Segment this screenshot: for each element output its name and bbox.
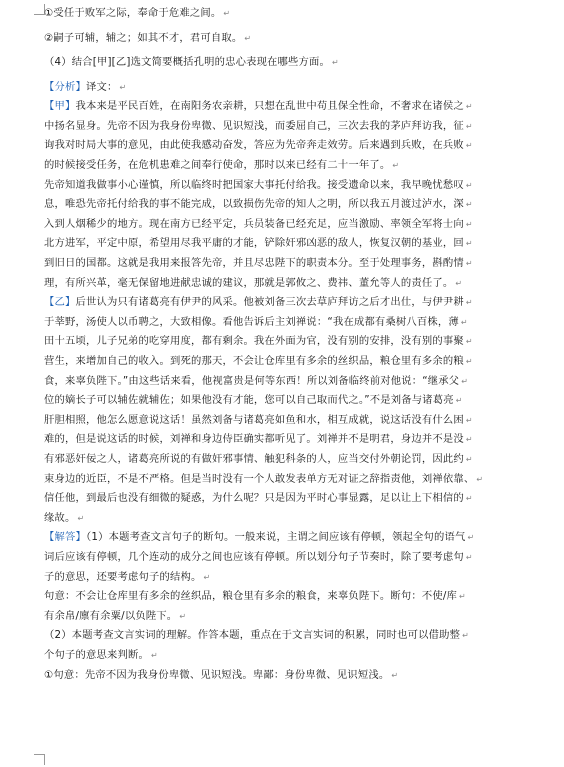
text-line [44,31,528,46]
line-text: 息，唯恐先帝托付给我的事不能完成，以致损伤先帝的知人之明，所以我五月渡过泸水，深 [44,198,464,211]
line-text: （4）结合[甲][乙]选文简要概括孔明的忠心表现在哪些方面。 [44,56,331,68]
line-text: 译文： [86,80,118,93]
paragraph-mark-icon: ↵ [465,141,473,151]
paragraph-mark-icon: ↵ [465,552,473,562]
line-text: 入到人烟稀少的地方。现在南方已经平定，兵员装备已经充足，应当激励、率领全军将士向 [44,217,464,230]
text-line [44,491,528,506]
line-text: ①受任于败军之际，奉命于危难之间。 [44,7,222,19]
paragraph-mark-icon: ↵ [465,180,473,190]
line-text: 有邪恶奸佞之人，诸葛亮所说的有做奸邪事情、触犯科条的人，应当交付外朝论罚，因此约 [44,452,464,465]
line-text: 田十五顷，儿子兄弟的吃穿用度，都有剩余。我在外面为官，没有别的安排，没有别的事聚 [44,335,464,348]
text-line [44,276,528,291]
paragraph-mark-icon: ↵ [465,219,473,229]
paragraph-mark-icon: ↵ [332,58,339,67]
paragraph-mark-icon: ↵ [455,278,463,288]
paragraph-mark-icon: ↵ [461,376,469,386]
line-text: ①句意：先帝不因为我身份卑微、见识短浅。卑鄙：身份卑微、见识短浅。 [44,668,390,681]
text-line [44,452,528,467]
text-line [44,648,528,663]
text-line [44,217,528,232]
paragraph-mark-icon: ↵ [465,494,473,504]
line-text: 句意：不会让仓库里有多余的丝织品，粮仓里有多余的粮食，来辜负陛下。断句：不使/库 [44,590,458,603]
line-text: 肝胆相照，他怎么愿意说这话！虽然刘备与诸葛亮如鱼和水，相互成就，说这话没有什么困 [44,413,464,426]
text-line [44,295,528,310]
corner-mark-bottom [34,754,45,765]
line-text: 难的，但是说这话的时候，刘禅和身边侍臣确实都听见了。刘禅并不是明君，身边并不是没 [44,433,464,446]
text-line [44,236,528,251]
line-text: 营生，来增加自己的收入。到死的那天，不会让仓库里有多余的丝织品，粮仓里有多余的粮 [44,354,464,367]
text-line [44,354,528,369]
paragraph-mark-icon: ↵ [467,533,475,543]
text-line [44,511,528,526]
paragraph-mark-icon: ↵ [203,572,211,582]
line-text: 我本来是平民百姓，在南阳务农亲耕，只想在乱世中苟且保全性命，不奢求在诸侯之 [75,100,464,113]
line-text: 北方进军，平定中原，希望用尽我平庸的才能，铲除奸邪凶恶的敌人，恢复汉朝的基业，回 [44,237,464,250]
text-line [44,393,528,408]
line-text: 于莘野，汤使人以币聘之，大致相像。看他告诉后主刘禅说：“我在成都有桑树八百株，薄 [44,315,459,328]
line-text: 询我对时局大事的意见，由此使我感动奋发，答应为先帝奔走效劳。后来遇到兵败，在兵败 [44,139,464,152]
paragraph-mark-icon: ↵ [455,396,463,406]
line-text: 词后应该有停顿，几个连动的成分之间也应该有停顿。所以划分句子节奏时，除了要考虑句 [44,550,464,563]
text-line [44,374,528,389]
line-text: 到旧日的国都。这就是我用来报答先帝，并且尽忠陛下的职责本分。至于处理事务，斟酌情 [44,256,464,269]
paragraph-mark-icon: ↵ [465,356,473,366]
paragraph-mark-icon: ↵ [150,650,158,660]
text-line [44,550,528,565]
section-tag: 【甲】 [44,100,76,113]
section-tag: 【乙】 [44,296,76,309]
text-line [44,589,528,604]
paragraph-mark-icon: ↵ [465,121,473,131]
paragraph-mark-icon: ↵ [460,317,468,327]
paragraph-mark-icon: ↵ [244,33,252,43]
text-line [44,668,528,683]
text-line [44,80,528,95]
paragraph-mark-icon: ↵ [465,239,473,249]
text-line [44,197,528,212]
text-line [44,178,528,193]
line-text: 中扬名显身。先帝不因为我身份卑微、见识短浅，而委屈自己，三次去我的茅庐拜访我，征 [44,119,464,132]
line-text: （2）本题考查文言实词的理解。作答本题，重点在于文言实词的积累，同时也可以借助整 [44,629,461,642]
line-text: 理，有所兴革，毫无保留地进献忠诚的建议，那就是郭攸之、费祎、董允等人的责任了。 [44,276,454,289]
line-text: 先帝知道我做事小心谨慎，所以临终时把国家大事托付给我。接受遗命以来，我早晚忧愁叹 [44,178,464,191]
text-line [44,55,528,70]
paragraph-mark-icon: ↵ [223,9,231,18]
line-text: 个句子的意思来判断。 [44,648,149,661]
text-line [44,138,528,153]
paragraph-mark-icon: ↵ [77,513,85,523]
line-text: ②嗣子可辅，辅之；如其不才，君可自取。 [44,31,243,44]
line-text: 束身边的近臣，不是不严格。但是当时没有一个人敢发表单方无对证之辞指责他，刘禅依靠、 [44,472,475,485]
paragraph-mark-icon: ↵ [465,454,473,464]
line-text: 的时候接受任务，在危机患难之间奉行使命，那时以来已经有二十一年了。 [44,158,391,171]
section-tag: 【解答】 [44,531,86,544]
paragraph-mark-icon: ↵ [465,258,473,268]
paragraph-mark-icon: ↵ [465,415,473,425]
text-line [44,119,528,134]
paragraph-mark-icon: ↵ [179,611,187,621]
line-text: 子的意思，还要考虑句子的结构。 [44,570,202,583]
paragraph-mark-icon: ↵ [465,337,473,347]
text-line [44,256,528,271]
paragraph-mark-icon: ↵ [392,160,400,170]
text-line [44,315,528,330]
paragraph-mark-icon: ↵ [476,474,484,484]
paragraph-mark-icon: ↵ [465,102,473,112]
paragraph-mark-icon: ↵ [462,631,470,641]
text-line [44,99,528,114]
text-line [44,413,528,428]
paragraph-mark-icon: ↵ [465,435,473,445]
text-line [44,334,528,349]
paragraph-mark-icon: ↵ [465,200,473,210]
text-line [44,6,528,21]
line-text: 缘故。 [44,511,76,524]
paragraph-mark-icon: ↵ [459,592,466,602]
section-tag: 【分析】 [44,80,86,93]
text-line [44,609,528,624]
paragraph-mark-icon: ↵ [465,298,473,308]
paragraph-mark-icon: ↵ [119,82,127,92]
text-line [44,158,528,173]
line-text: 信任他，到最后也没有细微的疑惑，为什么呢？只是因为平时心事显露，足以让上下相信的 [44,492,464,505]
text-line [44,472,528,487]
paragraph-mark-icon: ↵ [391,670,399,680]
text-line [44,530,528,545]
line-text: 食，来辜负陛下。”由这些话来看，他视富贵是何等东西！所以刘备临终前对他说：“继承父 [44,374,460,387]
line-text: （1）本题考查文言句子的断句。一般来说，主谓之间应该有停顿，领起全句的语气 [86,531,466,544]
text-line [44,628,528,643]
text-line [44,432,528,447]
text-line [44,570,528,585]
line-text: 后世认为只有诸葛亮有伊尹的风采。他被刘备三次去草庐拜访之后才出仕，与伊尹耕 [75,296,464,309]
line-text: 位的嫡长子可以辅佐就辅佐；如果他没有才能，您可以自己取而代之。”不是刘备与诸葛亮 [44,394,454,407]
line-text: 有余帛/廪有余粟/以负陛下。 [44,609,178,622]
